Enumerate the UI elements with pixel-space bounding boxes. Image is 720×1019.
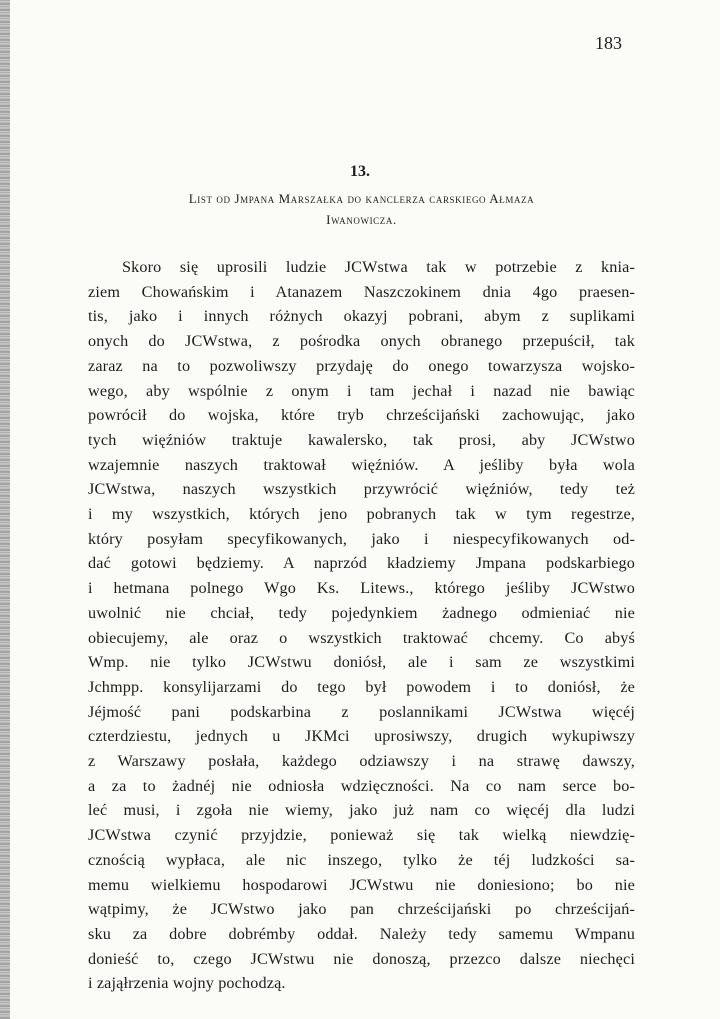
title-line: Iwanowicza. bbox=[326, 212, 397, 227]
body-line: uwolnić nie chciał, tedy pojedynkiem żadnego odmieniać nie bbox=[88, 603, 635, 622]
body-line: z Warszawy posłała, każdego odziawszy i na strawę dawszy, bbox=[88, 752, 635, 771]
title-line: List od Jmpana Marszałka do kanclerza carskiego Ałmaza bbox=[188, 191, 535, 206]
body-line: wzajemnie naszych traktował więźniów. A jeśliby była wola bbox=[88, 455, 635, 474]
page-number: 183 bbox=[595, 33, 622, 53]
body-line: który posyłam specyfikowanych, jako i niespecyfikowanych od- bbox=[88, 529, 635, 548]
body-line: Jchmpp. konsylijarzami do tego był powodem i to doniósł, że bbox=[88, 677, 635, 696]
body-line: i my wszystkich, których jeno pobranych tak w tym regestrze, bbox=[88, 505, 635, 524]
scanned-page-edge bbox=[0, 0, 10, 1019]
body-line: tych więźniów traktuje kawalersko, tak prosi, aby JCWstwo bbox=[88, 430, 635, 449]
body-line: JCWstwa czynić przyjdzie, ponieważ się tak wielką niewdzię- bbox=[88, 826, 635, 845]
body-line: tis, jako i innych różnych okazyj pobrani, abym z suplikami bbox=[88, 307, 635, 326]
body-line: obiecujemy, ale oraz o wszystkich traktować chcemy. Co abyś bbox=[88, 628, 635, 647]
body-line: sku za dobre dobrémby oddał. Należy tedy samemu Wmpanu bbox=[88, 924, 635, 943]
body-line: Skoro się uprosili ludzie JCWstwa tak w potrzebie z knia- bbox=[122, 258, 635, 276]
body-line: donieść to, czego JCWstwu nie donoszą, przezco dalsze niechęci bbox=[88, 949, 635, 968]
document-number: 13. bbox=[350, 163, 370, 180]
body-line: ziem Chowańskim i Atanazem Naszczokinem dnia 4go praesen- bbox=[88, 282, 635, 301]
body-line: memu wielkiemu hospodarowi JCWstwu nie doniesiono; bo nie bbox=[88, 875, 635, 894]
letter-body bbox=[88, 255, 635, 996]
body-line: i zająłrzenia wojny pochodzą. bbox=[88, 974, 286, 993]
body-line: cznością wypłaca, ale nic inszego, tylko że téj ludzkości sa- bbox=[88, 850, 635, 869]
body-line: wątpimy, że JCWstwo jako pan chrześcijański po chrześcijań- bbox=[88, 900, 635, 919]
body-line: i hetmana polnego Wgo Ks. Litews., którego jeśliby JCWstwo bbox=[88, 579, 635, 598]
body-line: Wmp. nie tylko JCWstwu doniósł, ale i sam ze wszystkimi bbox=[88, 653, 635, 672]
body-line: leć musi, i zgoła nie wiemy, jako już nam co więcéj dla ludzi bbox=[88, 801, 635, 820]
body-line: czterdziestu, jednych u JKMci uprosiwszy, drugich wykupiwszy bbox=[88, 727, 635, 746]
body-line: Jéjmość pani podskarbina z poslannikami JCWstwa więcéj bbox=[88, 702, 635, 721]
letter-title bbox=[88, 188, 635, 230]
body-line: zaraz na to pozwoliwszy przydaję do onego towarzysza wojsko- bbox=[88, 356, 635, 375]
body-line: onych do JCWstwa, z pośrodka onych obranego przepuścił, tak bbox=[88, 332, 635, 351]
body-line: wego, aby wspólnie z onym i tam jechał i nazad nie bawiąc bbox=[88, 381, 635, 400]
body-line: dać gotowi będziemy. A naprzód kładziemy Jmpana podskarbiego bbox=[88, 554, 635, 573]
body-line: powrócił do wojska, które tryb chrześcijański zachowując, jako bbox=[88, 406, 635, 425]
body-line: a za to żadnéj nie odniosła wdzięczności. Na co nam serce bo- bbox=[88, 776, 635, 795]
body-line: JCWstwa, naszych wszystkich przywrócić więźniów, tedy też bbox=[88, 480, 635, 499]
